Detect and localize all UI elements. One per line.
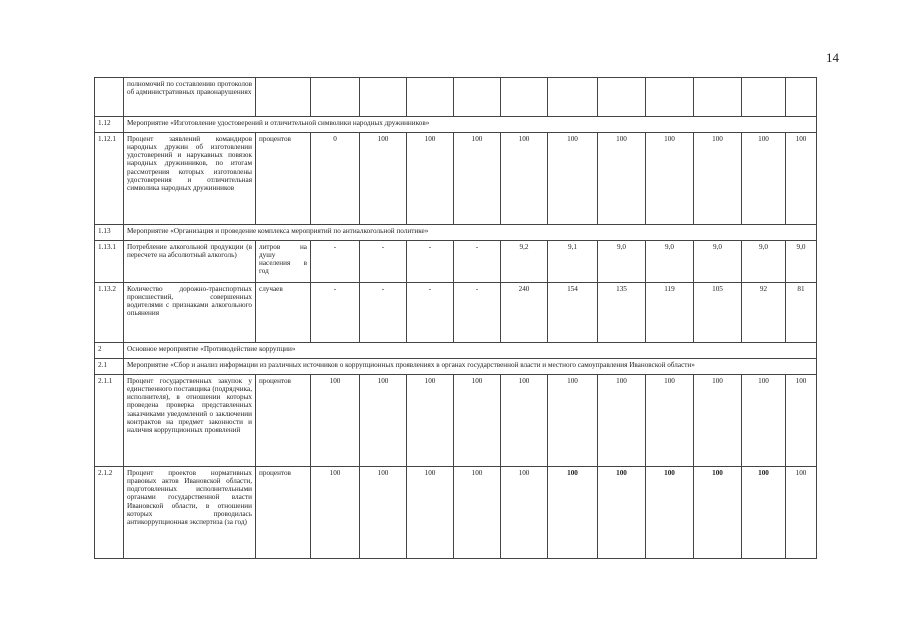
indicator-number: 2.1.2	[95, 467, 124, 559]
indicator-value: 100	[694, 375, 742, 467]
indicator-value	[501, 78, 548, 117]
indicator-value: 154	[548, 283, 598, 343]
indicator-value: 100	[407, 467, 454, 559]
indicator-value: 100	[407, 133, 454, 225]
indicator-value	[786, 78, 817, 117]
indicator-value: 9,0	[598, 241, 646, 283]
indicator-row	[95, 133, 817, 225]
section-title: Мероприятие «Изготовление удостоверений и отличительной символики народных дружинников»	[124, 117, 817, 133]
indicator-value: -	[454, 241, 501, 283]
section-row	[95, 359, 817, 375]
indicator-value: 100	[454, 467, 501, 559]
indicator-value: 100	[311, 467, 360, 559]
section-row	[95, 225, 817, 241]
indicator-number: 1.13.2	[95, 283, 124, 343]
indicator-number: 1.12.1	[95, 133, 124, 225]
indicator-value: 9,0	[646, 241, 694, 283]
indicator-value: 100	[598, 133, 646, 225]
indicator-value: 100	[360, 467, 407, 559]
indicator-value: 9,2	[501, 241, 548, 283]
indicator-value: 100	[311, 375, 360, 467]
indicator-value: 100	[501, 467, 548, 559]
indicator-value: 100	[694, 467, 742, 559]
indicator-value: -	[311, 283, 360, 343]
indicator-description: Процент заявлений командиров народных дружин об изготовлении удостоверений и нарукавных повязок народных дружинников, по итогам рассмотрения которых изготовлены удостоверения и отличительная символика народных дружинников	[124, 133, 256, 225]
table-body	[95, 78, 817, 559]
page-number: 14	[826, 50, 839, 65]
indicator-unit: процентов	[256, 133, 311, 225]
indicator-value	[311, 78, 360, 117]
indicator-value	[646, 78, 694, 117]
indicator-value: 100	[646, 375, 694, 467]
indicator-value: 92	[742, 283, 786, 343]
indicator-value: 100	[646, 133, 694, 225]
indicator-value: -	[360, 283, 407, 343]
indicator-value: 100	[742, 133, 786, 225]
indicator-value	[742, 78, 786, 117]
indicator-value: 100	[454, 133, 501, 225]
indicator-value: 119	[646, 283, 694, 343]
indicator-description: Процент проектов нормативных правовых актов Ивановской области, подготовленных исполнительными органами государственной власти Ивановской области, в отношении которых проводилась антикоррупционная экспертиза (за год)	[124, 467, 256, 559]
indicator-value: 100	[548, 375, 598, 467]
indicator-number: 1.13.1	[95, 241, 124, 283]
indicator-value: 100	[548, 133, 598, 225]
section-row	[95, 117, 817, 133]
indicator-value: 9,0	[694, 241, 742, 283]
indicator-unit	[256, 78, 311, 117]
indicator-description: полномочий по составлению протоколов об административных правонарушениях	[124, 78, 256, 117]
indicator-row	[95, 375, 817, 467]
indicator-value: 240	[501, 283, 548, 343]
indicator-value	[694, 78, 742, 117]
indicator-value: 100	[454, 375, 501, 467]
indicator-unit: процентов	[256, 467, 311, 559]
indicator-value: 9,1	[548, 241, 598, 283]
indicators-table	[94, 77, 817, 559]
indicator-value: 100	[742, 467, 786, 559]
indicator-row	[95, 283, 817, 343]
indicator-value: -	[407, 241, 454, 283]
indicator-number: 2.1.1	[95, 375, 124, 467]
indicator-value: 100	[786, 467, 817, 559]
section-number: 1.13	[95, 225, 124, 241]
indicator-value: 100	[598, 467, 646, 559]
indicator-value	[454, 78, 501, 117]
indicator-row	[95, 241, 817, 283]
indicator-description: Количество дорожно-транспортных происшествий, совершенных водителями с признаками алкогольного опьянения	[124, 283, 256, 343]
indicator-value: 100	[501, 133, 548, 225]
indicator-value: 100	[548, 467, 598, 559]
indicator-value	[407, 78, 454, 117]
indicator-value: 100	[407, 375, 454, 467]
indicator-value: 105	[694, 283, 742, 343]
indicator-value: 0	[311, 133, 360, 225]
indicator-number	[95, 78, 124, 117]
indicator-value	[360, 78, 407, 117]
indicator-row	[95, 78, 817, 117]
indicator-value: 100	[786, 375, 817, 467]
section-title: Мероприятие «Организация и проведение комплекса мероприятий по антиалкогольной политике»	[124, 225, 817, 241]
indicator-value: -	[360, 241, 407, 283]
indicator-description: Процент государственных закупок у единственного поставщика (подрядчика, исполнителя), в отношении которых проведена проверка представленных заказчиками уведомлений о заключении контрактов на предмет законности и наличия коррупционных проявлений	[124, 375, 256, 467]
indicator-value: 100	[360, 133, 407, 225]
indicator-value: -	[407, 283, 454, 343]
indicator-value: 135	[598, 283, 646, 343]
indicator-value: 100	[598, 375, 646, 467]
indicator-value	[548, 78, 598, 117]
indicator-value: 100	[742, 375, 786, 467]
indicator-value: -	[454, 283, 501, 343]
indicator-value: 100	[360, 375, 407, 467]
section-title: Мероприятие «Сбор и анализ информации из различных источников о коррупционных проявлениях в органах государственной власти и местного самоуправления Ивановской области»	[124, 359, 817, 375]
section-number: 2	[95, 343, 124, 359]
indicator-row	[95, 467, 817, 559]
indicator-unit: литров на душу населения в год	[256, 241, 311, 283]
section-number: 2.1	[95, 359, 124, 375]
indicator-value: 100	[501, 375, 548, 467]
section-number: 1.12	[95, 117, 124, 133]
indicator-unit: процентов	[256, 375, 311, 467]
section-title: Основное мероприятие «Противодействие коррупции»	[124, 343, 817, 359]
indicator-unit: случаев	[256, 283, 311, 343]
indicator-value: 81	[786, 283, 817, 343]
indicator-value	[598, 78, 646, 117]
indicator-value: -	[311, 241, 360, 283]
indicator-value: 100	[786, 133, 817, 225]
indicator-value: 100	[646, 467, 694, 559]
indicator-value: 9,0	[742, 241, 786, 283]
indicator-value: 100	[694, 133, 742, 225]
section-row	[95, 343, 817, 359]
indicator-description: Потребление алкогольной продукции (в пересчете на абсолютный алкоголь)	[124, 241, 256, 283]
indicator-value: 9,0	[786, 241, 817, 283]
